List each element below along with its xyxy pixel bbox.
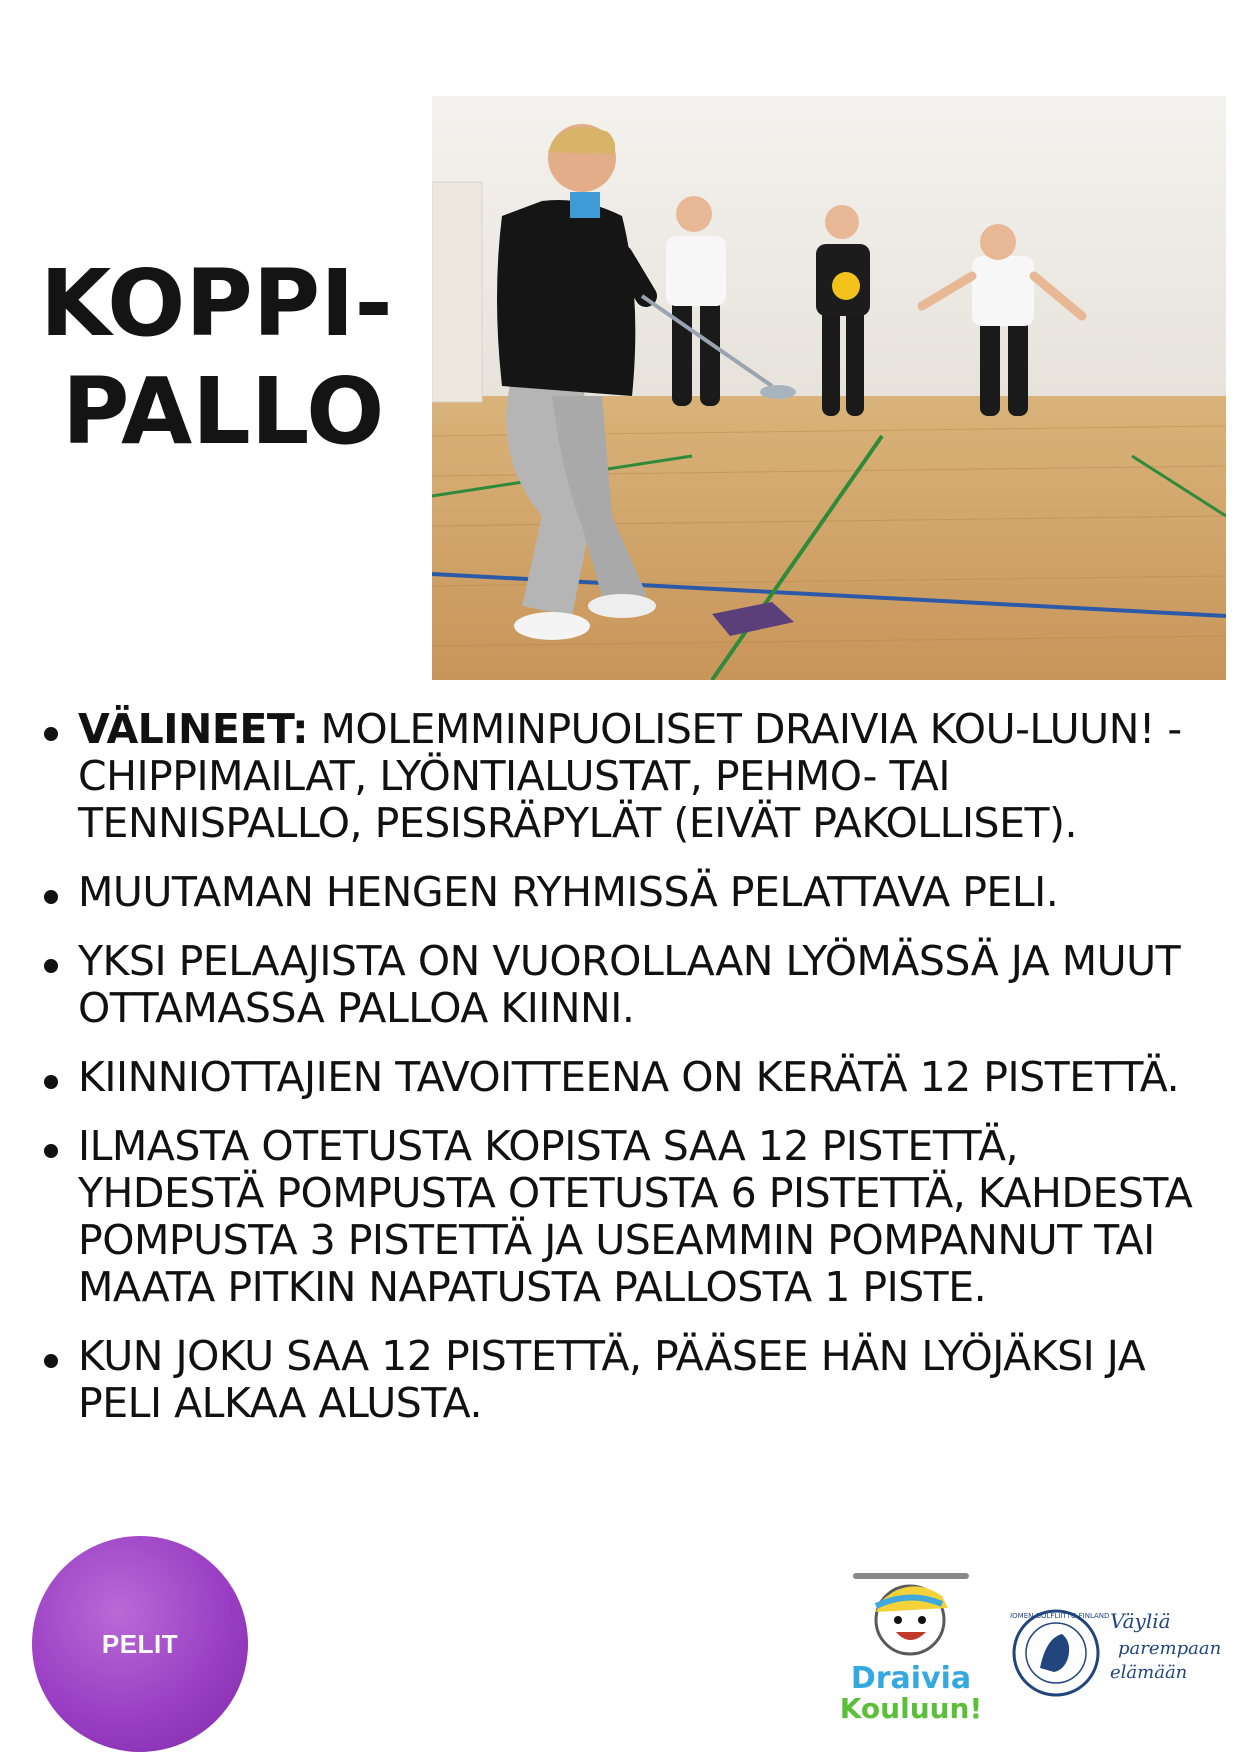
draivia-word-2: Kouluun!	[839, 1692, 983, 1725]
rule-item	[40, 938, 1210, 1032]
title-line-2: PALLO	[62, 358, 385, 465]
draivia-logo	[836, 1556, 986, 1736]
pelit-label: PELIT	[101, 1628, 179, 1659]
rule-item	[40, 1333, 1210, 1427]
rule-item	[40, 869, 1210, 916]
rule-item	[40, 1054, 1210, 1101]
game-photo	[432, 96, 1226, 680]
golf-slogan-1: Väyliä	[1110, 1609, 1171, 1633]
rule-text: MOLEMMINPUOLISET DRAIVIA KOU-LUUN! -CHIPPIMAILAT, LYÖNTIALUSTAT, PEHMO- TAI TENNISPALLO, PESISRÄPYLÄT (EIVÄT PAKOLLISET).	[78, 705, 1182, 847]
rule-text: MUUTAMAN HENGEN RYHMISSÄ PELATTAVA PELI.	[78, 868, 1059, 916]
rule-item	[40, 1123, 1210, 1311]
rules-list	[40, 706, 1210, 1449]
rule-text: YKSI PELAAJISTA ON VUOROLLAAN LYÖMÄSSÄ JA MUUT OTTAMASSA PALLOA KIINNI.	[78, 937, 1181, 1032]
page-title	[40, 250, 420, 466]
golf-seal-text: SUOMEN GOLFLIITTO FINLAND	[1010, 1612, 1110, 1620]
golf-federation-logo	[1010, 1598, 1220, 1708]
rule-text: ILMASTA OTETUSTA KOPISTA SAA 12 PISTETTÄ, YHDESTÄ POMPUSTA OTETUSTA 6 PISTETTÄ, KAHDESTA POMPUSTA 3 PISTETTÄ JA USEAMMIN POMPANNUT TAI MAATA PITKIN NAPATUSTA PALLOSTA 1 PISTE.	[78, 1122, 1193, 1311]
pelit-badge	[32, 1536, 248, 1752]
title-line-1: KOPPI-	[40, 250, 393, 357]
photo-illustration	[432, 96, 1226, 680]
draivia-word-1: Draivia	[850, 1661, 972, 1696]
rule-item	[40, 706, 1210, 847]
rule-text: KIINNIOTTAJIEN TAVOITTEENA ON KERÄTÄ 12 PISTETTÄ.	[78, 1053, 1180, 1101]
rule-text: KUN JOKU SAA 12 PISTETTÄ, PÄÄSEE HÄN LYÖJÄKSI JA PELI ALKAA ALUSTA.	[78, 1332, 1146, 1427]
rule-lead: VÄLINEET:	[78, 705, 309, 753]
golf-slogan-2: parempaan	[1118, 1638, 1220, 1659]
golf-slogan-3: elämään	[1110, 1662, 1188, 1683]
